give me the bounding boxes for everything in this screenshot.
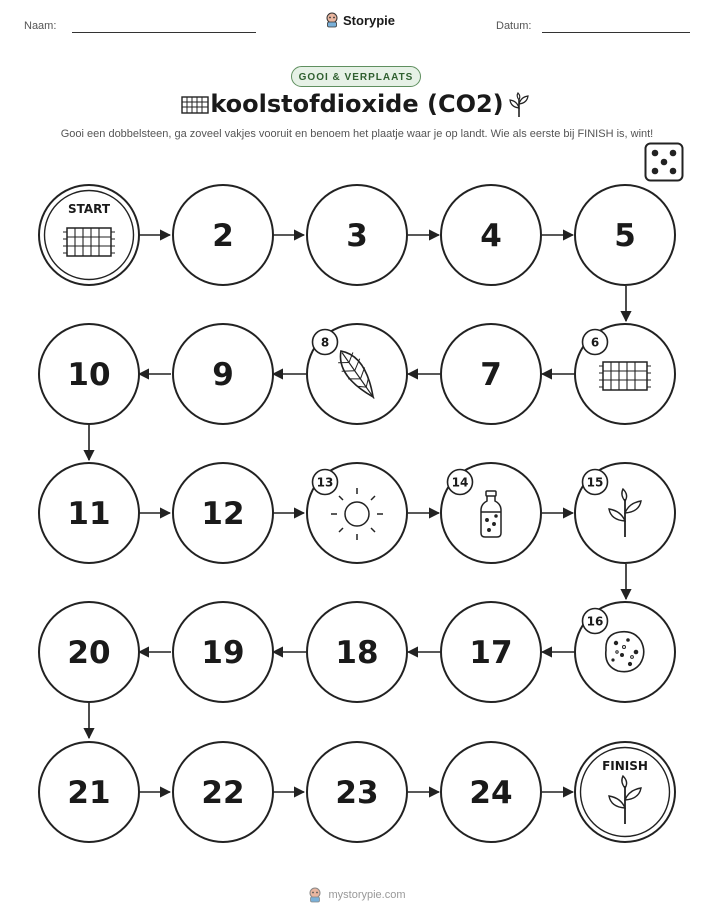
cell-2 [173,185,273,285]
cell-number: 11 [67,496,111,532]
cell-number: 20 [67,635,111,671]
game-type-badge: GOOI & VERPLAATS [291,66,421,87]
cell-22 [173,742,273,842]
cell-9 [173,324,273,424]
cell-7 [441,324,541,424]
start-label: START [67,202,111,216]
date-label: Datum: [496,20,532,32]
cell-14 [441,463,541,563]
cell-number-badge: 8 [320,335,330,350]
cell-10 [39,324,139,424]
cell-18 [307,602,407,702]
cell-17 [441,602,541,702]
cell-11 [39,463,139,563]
cell-number: 7 [480,357,502,393]
cell-number: 9 [212,357,234,393]
cell-5 [575,185,675,285]
cell-number: 19 [201,635,245,671]
cell-12 [173,463,273,563]
cell-number-badge: 6 [590,335,600,350]
cell-number: 5 [614,218,636,254]
brand-name: Storypie [343,12,396,28]
cell-number-badge: 16 [586,614,604,629]
cell-number: 21 [67,775,111,811]
storypie-logo-icon [308,887,322,903]
cell-20 [39,602,139,702]
cell-number: 23 [335,775,379,811]
page-title: koolstofdioxide (CO2) [210,90,504,118]
cell-6 [575,324,675,424]
cell-8 [307,324,407,424]
finish-label: FINISH [602,759,648,773]
footer [0,887,714,903]
cell-16 [575,602,675,702]
cell-number: 24 [469,775,513,811]
cell-number-badge: 14 [451,475,469,490]
name-label: Naam: [24,20,57,32]
cell-number: 17 [469,635,513,671]
cell-number: 10 [67,357,111,393]
cell-number: 18 [335,635,379,671]
cell-number: 2 [212,218,234,254]
cell-number: 3 [346,218,368,254]
cell-number-badge: 15 [586,475,604,490]
instructions: Gooi een dobbelsteen, ga zoveel vakjes vooruit en benoem het plaatje waar je op landt. Wie als eerste bij FINISH is, wint! [60,128,654,140]
cell-21 [39,742,139,842]
cell-13 [307,463,407,563]
cell-15 [575,463,675,563]
cell-number: 22 [201,775,245,811]
cell-24 [441,742,541,842]
cell-start [39,185,139,285]
cell-4 [441,185,541,285]
cell-23 [307,742,407,842]
cell-number: 4 [480,218,502,254]
cell-finish [575,742,675,842]
cell-3 [307,185,407,285]
footer-url[interactable]: mystorypie.com [328,889,406,901]
cell-number-badge: 13 [316,475,334,490]
cell-number: 12 [201,496,245,532]
cell-19 [173,602,273,702]
